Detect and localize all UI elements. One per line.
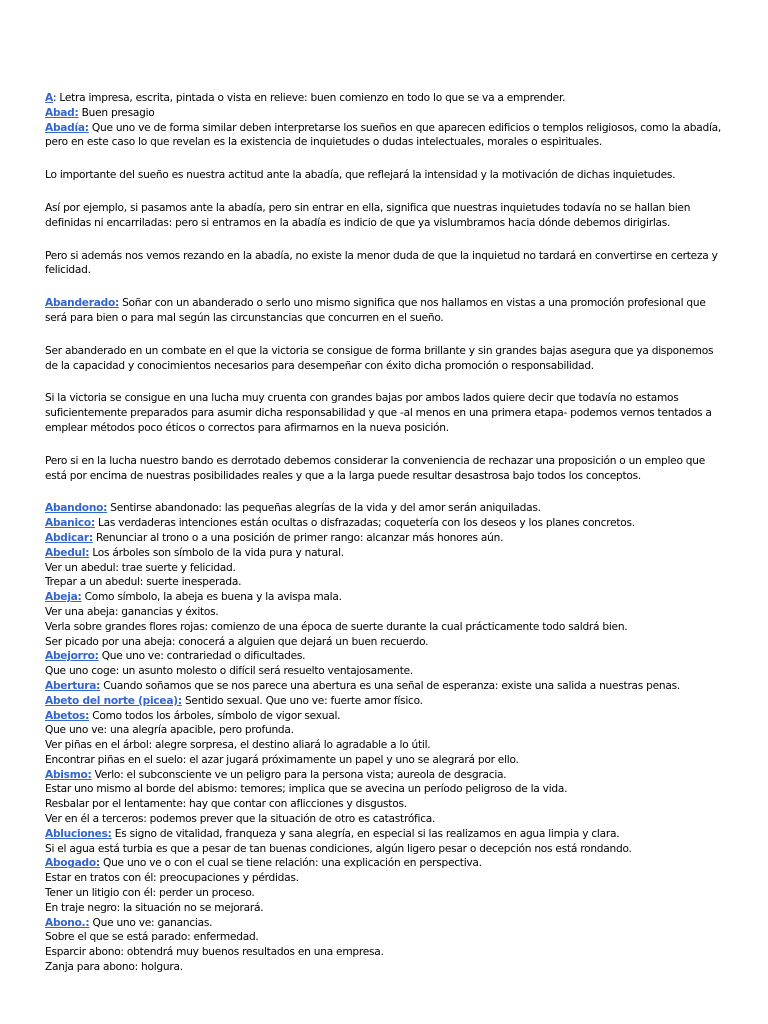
definition-text: Como todos los árboles, símbolo de vigor sexual. [89, 709, 341, 722]
entry-abanderado [45, 296, 728, 326]
definition-text: Es signo de vitalidad, franqueza y sana alegría, en especial si las realizamos en agua limpia y clara. [111, 827, 620, 840]
term-link[interactable]: Abismo: [45, 768, 92, 781]
definition-text: Sobre el que se está parado: enfermedad. [45, 931, 259, 944]
term-link[interactable]: Abejorro: [45, 650, 99, 663]
definition-text: : Letra impresa, escrita, pintada o vista en relieve: buen comienzo en todo lo que se va a emprender. [52, 92, 566, 104]
term-link[interactable]: Abetos: [45, 709, 90, 722]
term-link[interactable]: Abdicar: [45, 531, 93, 544]
dictionary-entry [45, 501, 728, 516]
entry-detail-line [45, 605, 728, 620]
definition-text: Ver piñas en el árbol: alegre sorpresa, el destino aliará lo agradable a lo útil. [45, 739, 431, 752]
definition-text: Que uno ve: ganancias. [89, 916, 213, 929]
dictionary-entry [45, 546, 728, 561]
dictionary-entry [45, 768, 728, 783]
entry-detail-line [45, 635, 728, 650]
spacer [45, 278, 728, 296]
definition-text: Verlo: el subconsciente ve un peligro para la persona vista; aureola de desgracia. [91, 768, 507, 781]
definition-text: Sentido sexual. Que uno ve: fuerte amor físico. [181, 694, 423, 707]
entry-detail-line [45, 960, 728, 975]
dictionary-entry [45, 827, 728, 842]
term-link[interactable]: Abanico: [45, 517, 95, 530]
definition-text: Zanja para abono: holgura. [45, 961, 183, 974]
spacer [45, 231, 728, 249]
term-link[interactable]: Abluciones: [45, 827, 112, 840]
dictionary-entry [45, 709, 728, 724]
definition-text: Esparcir abono: obtendrá muy buenos resultados en una empresa. [45, 946, 384, 959]
entry-detail-line [45, 797, 728, 812]
definition-text: Tener un litigio con él: perder un proceso. [45, 887, 255, 900]
entry-detail-line [45, 738, 728, 753]
definition-text: Si el agua está turbia es que a pesar de tan buenas condiciones, algún ligero pesar o decepción nos está rondando. [45, 842, 632, 855]
entry-detail-line [45, 753, 728, 768]
dictionary-entry [45, 679, 728, 694]
entry-detail-line [45, 812, 728, 827]
entry-detail-line [45, 575, 728, 590]
spacer [45, 483, 728, 501]
term-link[interactable]: Abogado: [45, 857, 100, 870]
term-link[interactable]: Abeto del norte (picea): [45, 694, 182, 707]
entry-detail-line [45, 945, 728, 960]
spacer [45, 183, 728, 201]
entry-detail-line [45, 782, 728, 797]
definition-text: Cuando soñamos que se nos parece una abertura es una señal de esperanza: existe una salida a nuestras penas. [100, 679, 681, 692]
spacer [45, 150, 728, 168]
definition-text: Ver en él a terceros: podemos prever que la situación de otro es catastrófica. [45, 813, 436, 826]
entry-a [45, 91, 728, 106]
definition-text: Encontrar piñas en el suelo: el azar jugará próximamente un papel y uno se alegrará por ello. [45, 753, 519, 766]
term-link[interactable]: A [45, 92, 53, 104]
term-link[interactable]: Abono.: [45, 916, 90, 929]
definition-text: Sentirse abandonado: las pequeñas alegrías de la vida y del amor serán aniquiladas. [107, 502, 541, 515]
dictionary-entry [45, 531, 728, 546]
paragraph: Lo importante del sueño es nuestra actitud ante la abadía, que reflejará la intensidad y la motivación de dichas inquietudes. [45, 169, 676, 182]
definition-text: Resbalar por el lentamente: hay que contar con aflicciones y disgustos. [45, 798, 407, 811]
definition-text: Renunciar al trono o a una posición de primer rango: alcanzar más honores aún. [92, 531, 504, 544]
paragraph: Si la victoria se consigue en una lucha muy cruenta con grandes bajas por ambos lados quiere decir que todavía no estamos suficientemente preparados para asumir dicha responsabilidad y que -al menos en una primera etapa- podemos vernos tentados a emplear métodos poco éticos o correctos para afirmarnos en la nueva posición. [45, 392, 712, 434]
definition-text: Ser picado por una abeja: conocerá a alguien que dejará un buen recuerdo. [45, 635, 429, 648]
entry-detail-line [45, 664, 728, 679]
term-link[interactable]: Abanderado: [45, 297, 119, 310]
entry-detail-line [45, 723, 728, 738]
definition-text: Buen presagio [78, 106, 155, 119]
dictionary-entry [45, 590, 728, 605]
entry-list [45, 501, 728, 975]
definition-text: Que uno ve: contrariedad o dificultades. [98, 650, 306, 663]
definition-text: Verla sobre grandes flores rojas: comienzo de una época de suerte durante la cual prácticamente todo saldrá bien. [45, 620, 628, 633]
paragraph: Ser abanderado en un combate en el que la victoria se consigue de forma brillante y sin grandes bajas asegura que ya disponemos de la capacidad y conocimientos necesarios para desempeñar con éxito dicha promoción o responsabilidad. [45, 344, 714, 372]
term-link[interactable]: Abandono: [45, 502, 108, 515]
dictionary-entry [45, 649, 728, 664]
entry-detail-line [45, 842, 728, 857]
dictionary-entry [45, 694, 728, 709]
definition-text: Estar en tratos con él: preocupaciones y pérdidas. [45, 872, 299, 885]
definition-text: Que uno ve o con el cual se tiene relación: una explicación en perspectiva. [99, 857, 482, 870]
entry-detail-line [45, 886, 728, 901]
dictionary-entry [45, 916, 728, 931]
definition-text: Que uno ve: una alegría apacible, pero profunda. [45, 724, 294, 737]
entry-detail-line [45, 871, 728, 886]
entry-detail-line [45, 930, 728, 945]
term-link[interactable]: Abad: [45, 106, 79, 119]
definition-text: Ver un abedul: trae suerte y felicidad. [45, 561, 236, 574]
paragraph: Así por ejemplo, si pasamos ante la abadía, pero sin entrar en ella, significa que nuestras inquietudes todavía no se hallan bien definidas ni encarriladas: pero si entramos en la abadía es indicio de que ya vislumbramos hacia dónde debemos dirigirlas. [45, 201, 691, 229]
spacer [45, 326, 728, 344]
term-link[interactable]: Abedul: [45, 546, 90, 559]
definition-text: Como símbolo, la abeja es buena y la avispa mala. [81, 591, 342, 604]
term-link[interactable]: Abeja: [45, 591, 82, 604]
paragraph: Pero si en la lucha nuestro bando es derrotado debemos considerar la conveniencia de rechazar una proposición o un empleo que está por encima de nuestras posibilidades reales y que a la larga puede resultar desastrosa bajo todos los conceptos. [45, 454, 706, 482]
definition-text: Que uno coge: un asunto molesto o difícil será resuelto ventajosamente. [45, 665, 414, 678]
definition-text: Soñar con un abanderado o serlo uno mismo significa que nos hallamos en vistas a una promoción profesional que será para bien o para mal según las circunstancias que concurren en el sueño. [45, 297, 706, 324]
term-link[interactable]: Abertura: [45, 679, 101, 692]
definition-text: Que uno ve de forma similar deben interpretarse los sueños en que aparecen edificios o templos religiosos, como la abadía, pero en este caso lo que revelan es la existencia de inquietudes o dudas intelectuales, morales o espirituales. [45, 121, 721, 149]
paragraph: Pero si además nos vemos rezando en la abadía, no existe la menor duda de que la inquietud no tardará en convertirse en certeza y felicidad. [45, 249, 718, 277]
definition-text: Trepar a un abedul: suerte inesperada. [45, 576, 242, 589]
definition-text: Los árboles son símbolo de la vida pura y natural. [89, 546, 344, 559]
entry-detail-line [45, 901, 728, 916]
dictionary-entry [45, 856, 728, 871]
spacer [45, 436, 728, 454]
dictionary-entry [45, 516, 728, 531]
entry-abadia [45, 121, 728, 151]
definition-text: Estar uno mismo al borde del abismo: temores; implica que se avecina un período peligroso de la vida. [45, 783, 568, 796]
definition-text: Las verdaderas intenciones están ocultas o disfrazadas; coquetería con los deseos y los planes concretos. [94, 517, 635, 530]
definition-text: Ver una abeja: ganancias y éxitos. [45, 605, 219, 618]
entry-detail-line [45, 561, 728, 576]
term-link[interactable]: Abadía: [45, 121, 89, 134]
definition-text: En traje negro: la situación no se mejorará. [45, 901, 264, 914]
entry-detail-line [45, 620, 728, 635]
entry-abad [45, 106, 728, 121]
spacer [45, 373, 728, 391]
